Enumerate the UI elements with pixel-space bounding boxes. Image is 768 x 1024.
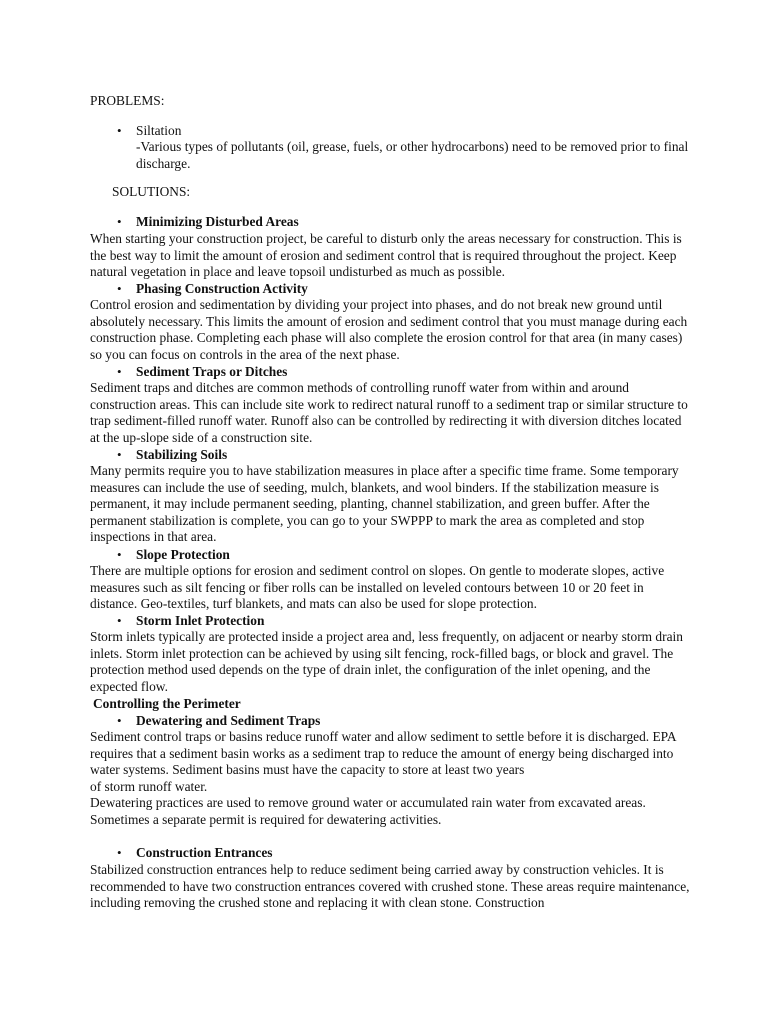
solution-title-minimizing-disturbed-areas: Minimizing Disturbed Areas: [136, 214, 299, 229]
bullet-icon: •: [117, 613, 122, 628]
solutions-heading: SOLUTIONS:: [112, 184, 191, 199]
solution-text-stabilizing-soils: Many permits require you to have stabilization measures in place after a specific time frame. Some temporary measures can include the use of seeding, mulch, blankets, and wool binders. If the stabilization measure is permanent, it may include permanent seeding, planting, channel stabilization, and green buffer. After the permanent stabilization is complete, you can go to your SWPPP to mark the area as completed and stop inspections in that area.: [90, 463, 679, 545]
solution-text-sediment-traps-or-ditches: Sediment traps and ditches are common methods of controlling runoff water from within and around construction areas. This can include site work to redirect natural runoff to a sediment trap or similar structure to trap sediment-filled runoff water. Runoff also can be controlled by redirecting it with diversion ditches located at the up-slope side of a construction site.: [90, 380, 688, 445]
problem-title: Siltation: [136, 123, 182, 138]
solution-text-storm-inlet-protection: Storm inlets typically are protected inside a project area and, less frequently, on adjacent or nearby storm drain inlets. Storm inlet protection can be achieved by using silt fencing, rock-filled bags, or block and gravel. The protection method used depends on the type of drain inlet, the configuration of the inlet opening, and the expected flow.: [90, 629, 683, 694]
bullet-icon: •: [117, 713, 122, 728]
problems-heading: PROBLEMS:: [90, 93, 165, 108]
solution-title-slope-protection: Slope Protection: [136, 547, 230, 562]
solution-title-stabilizing-soils: Stabilizing Soils: [136, 447, 228, 462]
bullet-icon: •: [117, 364, 122, 379]
solution-title-sediment-traps-or-ditches: Sediment Traps or Ditches: [136, 364, 288, 379]
bullet-icon: •: [117, 281, 122, 296]
problem-text: -Various types of pollutants (oil, grease, fuels, or other hydrocarbons) need to be removed prior to final discharge.: [136, 139, 689, 171]
perimeter-heading: Controlling the Perimeter: [93, 696, 241, 711]
solution-text-slope-protection: There are multiple options for erosion and sediment control on slopes. On gentle to moderate slopes, active measures such as silt fencing or fiber rolls can be installed on leveled contours between 10 or 20 feet in distance. Geo-textiles, turf blankets, and mats can also be used for slope protection.: [90, 563, 665, 612]
bullet-icon: •: [117, 214, 122, 229]
perimeter-text-dewatering-3: Dewatering practices are used to remove ground water or accumulated rain water from excavated areas. Sometimes a separate permit is required for dewatering activities.: [90, 795, 646, 827]
perimeter-text-dewatering-2: of storm runoff water.: [90, 779, 208, 794]
bullet-icon: •: [117, 123, 122, 138]
bullet-icon: •: [117, 547, 122, 562]
bullet-icon: •: [117, 845, 122, 860]
solution-title-storm-inlet-protection: Storm Inlet Protection: [136, 613, 265, 628]
solution-text-phasing-construction-activity: Control erosion and sedimentation by dividing your project into phases, and do not break new ground until absolutely necessary. This limits the amount of erosion and sediment control that you must manage during each construction phase. Completing each phase will also complete the erosion control for that area (in many cases) so you can focus on controls in the area of the next phase.: [90, 297, 688, 362]
perimeter-text-dewatering-1: Sediment control traps or basins reduce runoff water and allow sediment to settle before it is discharged. EPA requires that a sediment basin works as a sediment trap to reduce the amount of energy being discharged into water systems. Sediment basins must have the capacity to store at least two years: [90, 729, 676, 778]
perimeter-title-construction-entrances: Construction Entrances: [136, 845, 273, 860]
solution-title-phasing-construction-activity: Phasing Construction Activity: [136, 281, 308, 296]
perimeter-title-dewatering: Dewatering and Sediment Traps: [136, 713, 321, 728]
perimeter-text-construction-entrances: Stabilized construction entrances help to reduce sediment being carried away by construction vehicles. It is recommended to have two construction entrances covered with crushed stone. These areas require maintenance, including removing the crushed stone and replacing it with clean stone. Construction: [90, 862, 690, 911]
solution-text-minimizing-disturbed-areas: When starting your construction project, be careful to disturb only the areas necessary for construction. This is the best way to limit the amount of erosion and sediment control that is required throughout the project. Keep natural vegetation in place and leave topsoil undisturbed as much as possible.: [90, 231, 682, 280]
bullet-icon: •: [117, 447, 122, 462]
